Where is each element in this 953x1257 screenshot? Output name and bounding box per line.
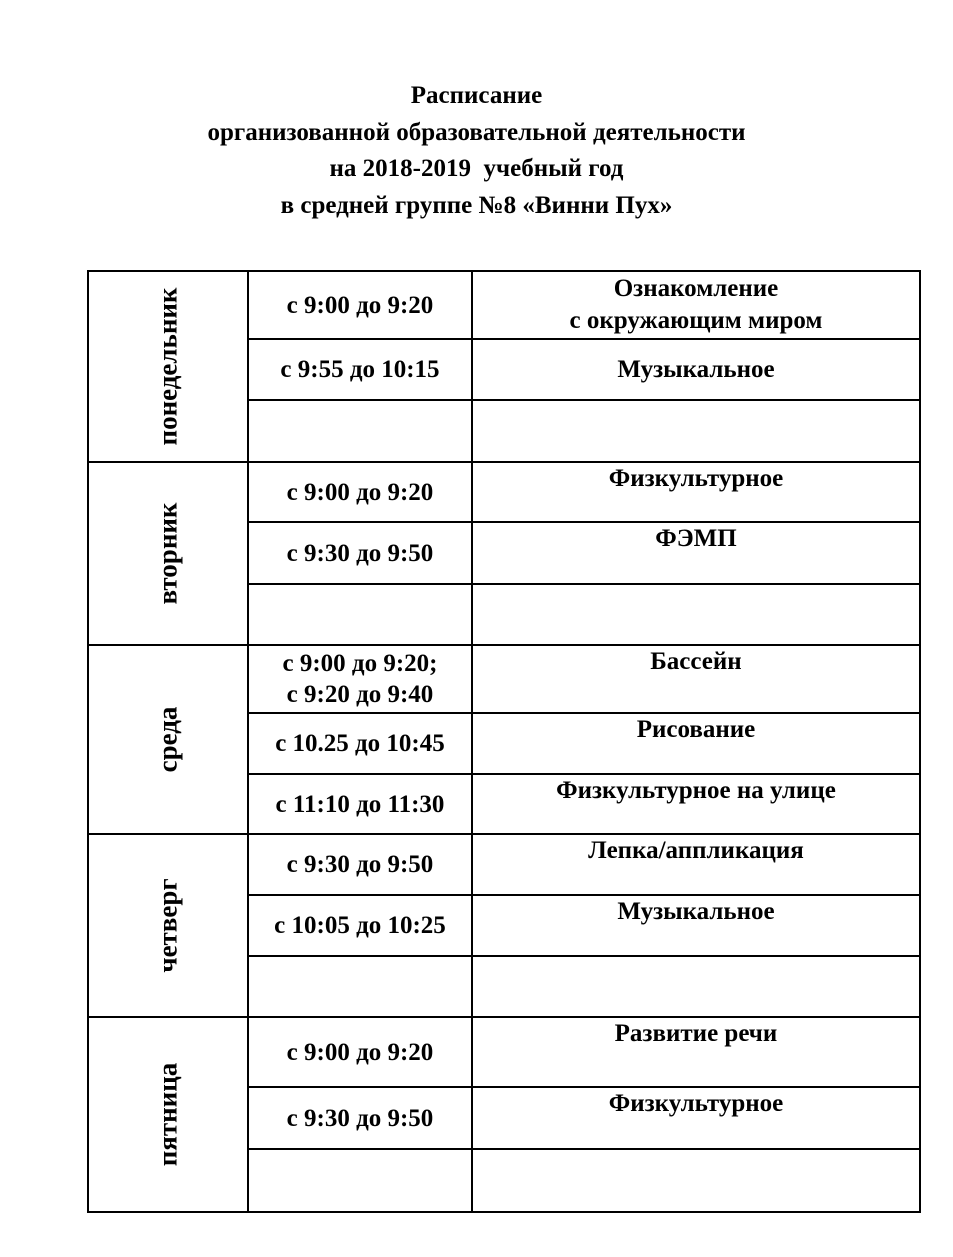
title-line-4: в средней группе №8 «Винни Пух» bbox=[280, 191, 673, 219]
subject-cell: Музыкальное bbox=[472, 895, 920, 956]
time-cell: с 9:00 до 9:20 bbox=[248, 462, 472, 522]
time-cell: с 11:10 до 11:30 bbox=[248, 774, 472, 834]
time-cell: с 9:00 до 9:20 bbox=[248, 271, 472, 339]
day-cell-friday bbox=[88, 1017, 248, 1212]
subject-cell bbox=[472, 400, 920, 462]
day-cell-tuesday bbox=[88, 462, 248, 645]
subject-cell: Бассейн bbox=[472, 645, 920, 713]
time-cell: с 10.25 до 10:45 bbox=[248, 713, 472, 774]
day-label: среда bbox=[152, 706, 183, 773]
document-title bbox=[0, 78, 953, 224]
subject-cell bbox=[472, 956, 920, 1017]
subject-cell: Физкультурное bbox=[472, 1087, 920, 1149]
time-cell: с 9:00 до 9:20; с 9:20 до 9:40 bbox=[248, 645, 472, 713]
time-cell bbox=[248, 400, 472, 462]
day-label: понедельник bbox=[152, 287, 183, 446]
table-row bbox=[88, 645, 920, 713]
subject-cell: Развитие речи bbox=[472, 1017, 920, 1087]
subject-cell bbox=[472, 1149, 920, 1212]
time-cell bbox=[248, 1149, 472, 1212]
day-cell-monday bbox=[88, 271, 248, 462]
table-row bbox=[88, 462, 920, 522]
subject-cell: Физкультурное bbox=[472, 462, 920, 522]
day-label: вторник bbox=[152, 502, 183, 605]
time-cell: с 9:30 до 9:50 bbox=[248, 834, 472, 895]
table-row bbox=[88, 834, 920, 895]
time-cell: с 9:30 до 9:50 bbox=[248, 1087, 472, 1149]
title-line-1: Расписание bbox=[410, 82, 543, 109]
subject-cell: Лепка/аппликация bbox=[472, 834, 920, 895]
time-cell bbox=[248, 956, 472, 1017]
time-cell: с 10:05 до 10:25 bbox=[248, 895, 472, 956]
time-cell: с 9:55 до 10:15 bbox=[248, 339, 472, 400]
time-cell: с 9:00 до 9:20 bbox=[248, 1017, 472, 1087]
title-line-3: на 2018-2019 учебный год bbox=[329, 155, 624, 182]
subject-cell: Рисование bbox=[472, 713, 920, 774]
subject-cell: Музыкальное bbox=[472, 339, 920, 400]
subject-cell: ФЭМП bbox=[472, 522, 920, 584]
title-line-2: организованной образовательной деятельности bbox=[207, 118, 746, 146]
time-cell: с 9:30 до 9:50 bbox=[248, 522, 472, 584]
day-label: пятница bbox=[152, 1062, 183, 1167]
table-row bbox=[88, 1017, 920, 1087]
subject-cell: Физкультурное на улице bbox=[472, 774, 920, 834]
subject-cell: Ознакомление с окружающим миром bbox=[472, 271, 920, 339]
day-cell-thursday bbox=[88, 834, 248, 1017]
schedule-table bbox=[87, 270, 921, 1213]
day-label: четверг bbox=[152, 878, 183, 973]
day-cell-wednesday bbox=[88, 645, 248, 834]
subject-cell bbox=[472, 584, 920, 645]
table-row bbox=[88, 271, 920, 339]
time-cell bbox=[248, 584, 472, 645]
